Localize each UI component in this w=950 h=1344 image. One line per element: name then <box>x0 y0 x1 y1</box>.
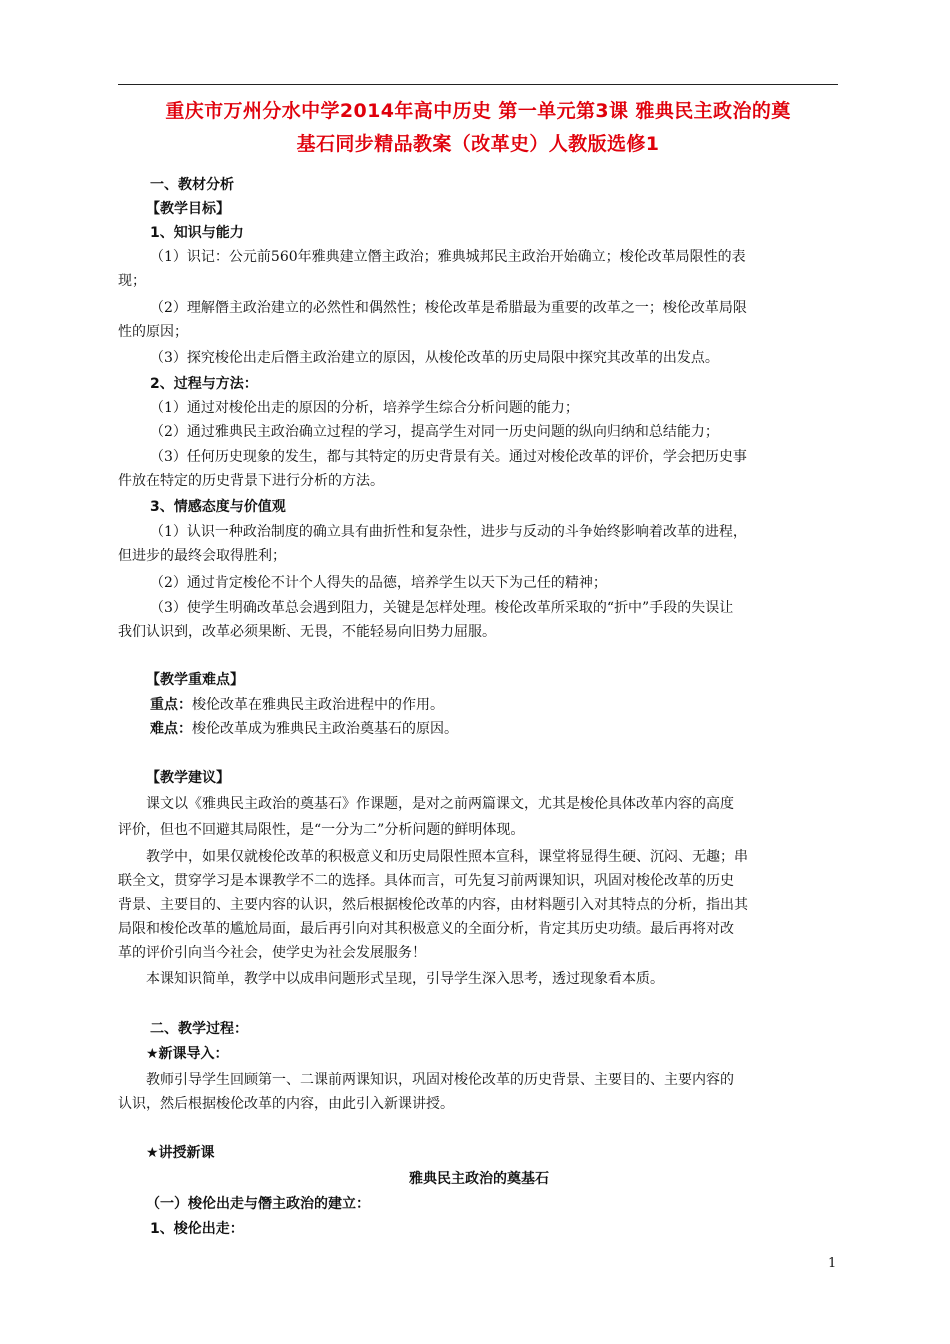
hard-text: 梭伦改革成为雅典民主政治奠基石的原因。 <box>192 721 458 737</box>
header-rule <box>118 84 838 85</box>
new-lesson-heading: ★讲授新课 <box>146 1145 215 1161</box>
paragraph-line: （1）认识一种政治制度的确立具有曲折性和复杂性，进步与反动的斗争始终影响着改革的进程， <box>150 524 747 540</box>
document-title-line-2: 基石同步精品教案（改革史）人教版选修1 <box>296 133 660 155</box>
paragraph-line: （2）通过雅典民主政治确立过程的学习，提高学生对同一历史问题的纵向归纳和总结能力； <box>150 424 719 440</box>
paragraph-line: （3）使学生明确改革总会遇到阻力，关键是怎样处理。梭伦改革所采取的“折中”手段的失误让 <box>150 600 734 616</box>
paragraph-line: 件放在特定的历史背景下进行分析的方法。 <box>118 473 384 489</box>
paragraph-line: 认识，然后根据梭伦改革的内容，由此引入新课讲授。 <box>118 1096 454 1112</box>
paragraph-line: （2）理解僭主政治建立的必然性和偶然性；梭伦改革是希腊最为重要的改革之一；梭伦改革局限 <box>150 300 747 316</box>
paragraph-line: （1）识记：公元前560年雅典建立僭主政治；雅典城邦民主政治开始确立；梭伦改革局限性的表 <box>150 249 746 265</box>
paragraph-line: 我们认识到，改革必须果断、无畏，不能轻易向旧势力屈服。 <box>118 624 496 640</box>
hard-label: 难点： <box>150 721 192 737</box>
paragraph-line: 课文以《雅典民主政治的奠基石》作课题，是对之前两篇课文，尤其是梭伦具体改革内容的高度 <box>146 796 734 812</box>
paragraph-line: 但进步的最终会取得胜利； <box>118 548 286 564</box>
paragraph-line: 评价，但也不回避其局限性，是“一分为二”分析问题的鲜明体现。 <box>118 822 525 838</box>
paragraph-line: （3）任何历史现象的发生，都与其特定的历史背景有关。通过对梭伦改革的评价，学会把历史事 <box>150 449 747 465</box>
paragraph-line: 革的评价引向当今社会，使学史为社会发展服务！ <box>118 945 426 961</box>
paragraph-line: （2）通过肯定梭伦不计个人得失的品德，培养学生以天下为己任的精神； <box>150 575 607 591</box>
paragraph-line: 性的原因； <box>118 324 188 340</box>
paragraph-line: 背景、主要目的、主要内容的认识，然后根据梭伦改革的内容，由材料题引入对其特点的分析，指出其 <box>118 897 748 913</box>
subsection-heading: （一）梭伦出走与僭主政治的建立： <box>146 1196 370 1212</box>
process-heading: 2、过程与方法： <box>150 376 258 392</box>
paragraph-line: 联全文，贯穿学习是本课教学不二的选择。具体而言，可先复习前两课知识，巩固对梭伦改革的历史 <box>118 873 734 889</box>
page-number: 1 <box>828 1256 837 1271</box>
emotion-heading: 3、情感态度与价值观 <box>150 499 286 515</box>
key-label: 重点： <box>150 697 192 713</box>
key-point <box>150 694 872 716</box>
key-text: 梭伦改革在雅典民主政治进程中的作用。 <box>192 697 444 713</box>
paragraph-line: 教学中，如果仅就梭伦改革的积极意义和历史局限性照本宣科，课堂将显得生硬、沉闷、无趣；串 <box>146 849 748 865</box>
difficulty-heading: 【教学重难点】 <box>146 672 244 688</box>
advice-heading: 【教学建议】 <box>146 770 230 786</box>
knowledge-heading: 1、知识与能力 <box>150 225 244 241</box>
paragraph-line: 本课知识简单，教学中以成串问题形式呈现，引导学生深入思考，透过现象看本质。 <box>146 971 664 987</box>
difficult-point <box>150 718 872 740</box>
lesson-title: 雅典民主政治的奠基石 <box>409 1171 549 1187</box>
section-heading-1: 一、教材分析 <box>150 177 234 193</box>
goals-heading: 【教学目标】 <box>146 201 230 217</box>
subsection-item: 1、梭伦出走： <box>150 1221 244 1237</box>
paragraph-line: 现； <box>118 273 146 289</box>
paragraph-line: 局限和梭伦改革的尴尬局面，最后再引向对其积极意义的全面分析，肯定其历史功绩。最后再将对改 <box>118 921 734 937</box>
paragraph-line: 教师引导学生回顾第一、二课前两课知识，巩固对梭伦改革的历史背景、主要目的、主要内容的 <box>146 1072 734 1088</box>
document-title-line-1: 重庆市万州分水中学2014年高中历史 第一单元第3课 雅典民主政治的奠 <box>165 100 791 122</box>
section-heading-2: 二、教学过程： <box>150 1021 248 1037</box>
paragraph-line: （3）探究梭伦出走后僭主政治建立的原因，从梭伦改革的历史局限中探究其改革的出发点。 <box>150 350 719 366</box>
paragraph-line: （1）通过对梭伦出走的原因的分析，培养学生综合分析问题的能力； <box>150 400 579 416</box>
intro-heading: ★新课导入： <box>146 1046 229 1062</box>
